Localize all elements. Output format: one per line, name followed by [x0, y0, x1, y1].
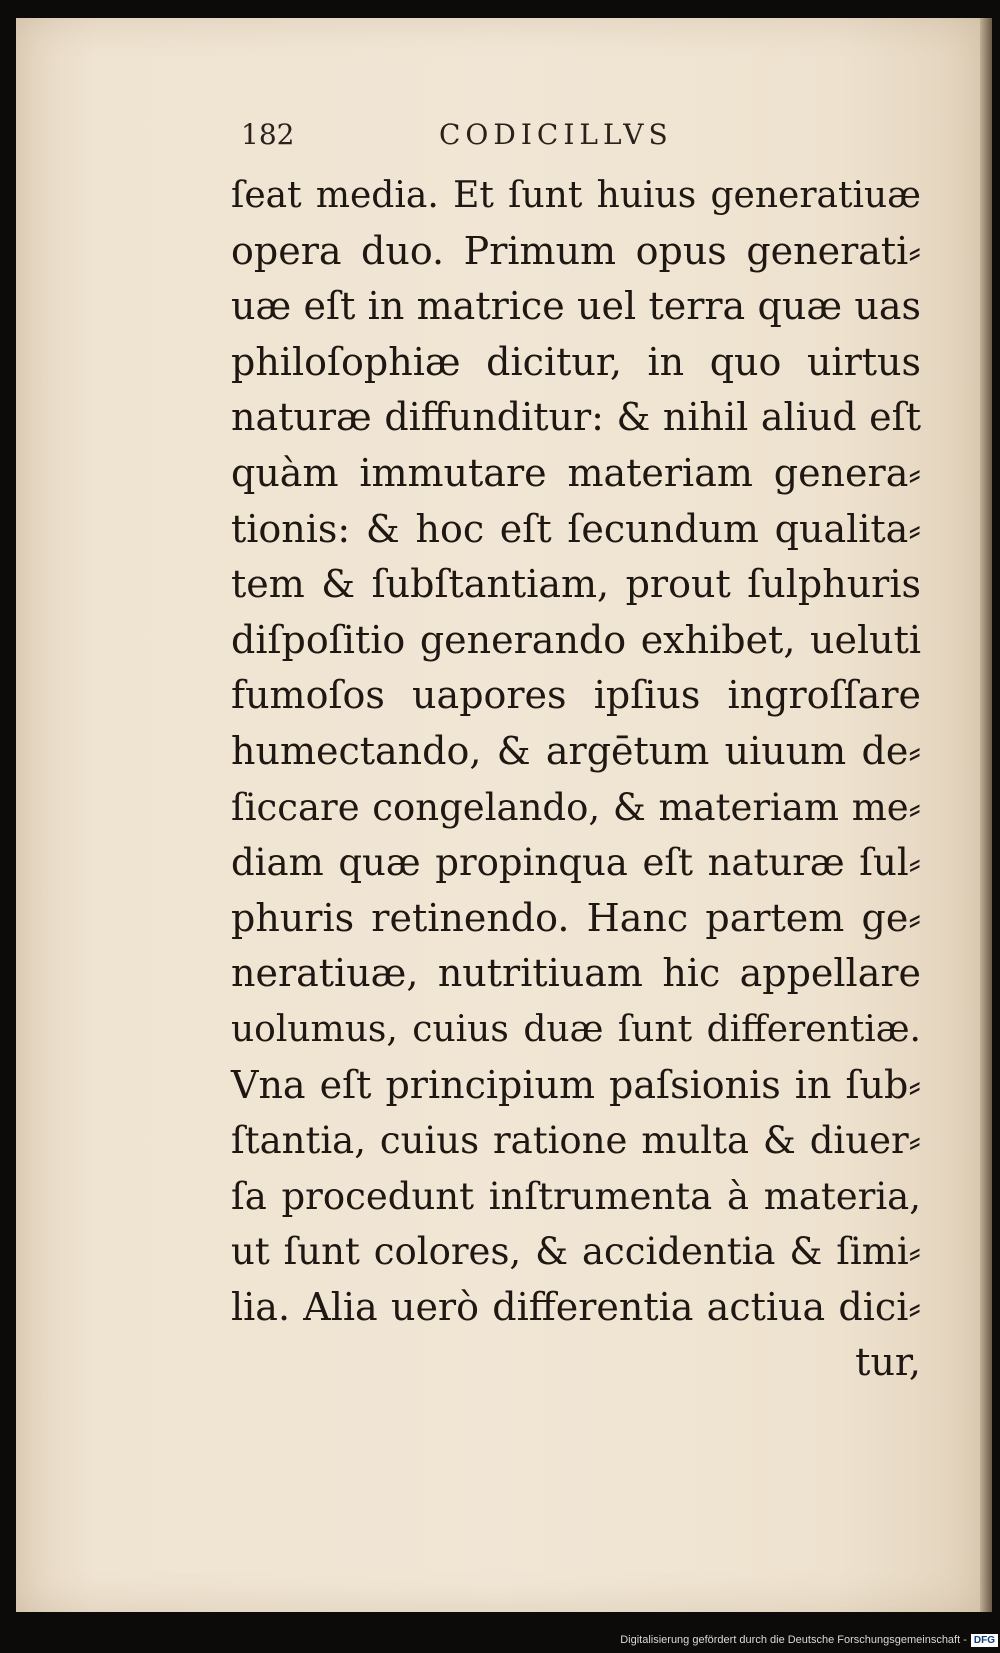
text-line: ſeat media. Et ſunt huius generatiuæ — [231, 175, 921, 216]
text-line: uæ eſt in matrice uel terra quæ uas — [231, 284, 921, 329]
text-line: ſtantia, cuius ratione multa & diuer⸗ — [231, 1119, 921, 1163]
text-line: tem & ſubſtantiam, prout ſulphuris — [231, 562, 921, 607]
text-line: diſpoſitio generando exhibet, ueluti — [231, 617, 921, 662]
text-line: ſiccare congelando, & materiam me⸗ — [231, 785, 921, 829]
text-line: Vna eſt principium paſsionis in ſub⸗ — [231, 1062, 921, 1107]
page-number: 182 — [241, 118, 295, 151]
digitization-credit — [614, 1631, 1000, 1649]
text-line: philoſophiæ dicitur, in quo uirtus — [231, 339, 921, 384]
text-line: quàm immutare materiam genera⸗ — [231, 450, 921, 495]
catchword: tur, — [855, 1340, 921, 1385]
credit-text: Digitalisierung gefördert durch die Deutsche Forschungsgemeinschaft - — [620, 1634, 967, 1646]
text-line: ſa procedunt inſtrumenta à materia, — [231, 1174, 921, 1218]
page-header — [241, 118, 741, 158]
book-page — [16, 18, 984, 1612]
text-line: uolumus, cuius duæ ſunt differentiæ. — [231, 1008, 921, 1050]
text-line: ut ſunt colores, & accidentia & ſimi⸗ — [231, 1230, 921, 1274]
text-line: diam quæ propinqua eſt naturæ ſul⸗ — [231, 841, 921, 885]
text-line: lia. Alia uerò differentia actiua dici⸗ — [231, 1284, 921, 1329]
text-line: fumoſos uapores ipſius ingroſſare — [231, 673, 921, 718]
running-title: CODICILLVS — [439, 118, 673, 151]
text-line: neratiuæ, nutritiuam hic appellare — [231, 951, 921, 996]
text-line: humectando, & argētum uiuum de⸗ — [231, 728, 921, 773]
text-line: phuris retinendo. Hanc partem ge⸗ — [231, 895, 921, 940]
text-line: opera duo. Primum opus generati⸗ — [231, 228, 921, 273]
dfg-logo: DFG — [971, 1634, 998, 1647]
text-block — [231, 168, 921, 1391]
text-line: naturæ diffunditur: & nihil aliud eſt — [231, 395, 921, 440]
text-line: tionis: & hoc eſt ſecundum qualita⸗ — [231, 506, 921, 551]
